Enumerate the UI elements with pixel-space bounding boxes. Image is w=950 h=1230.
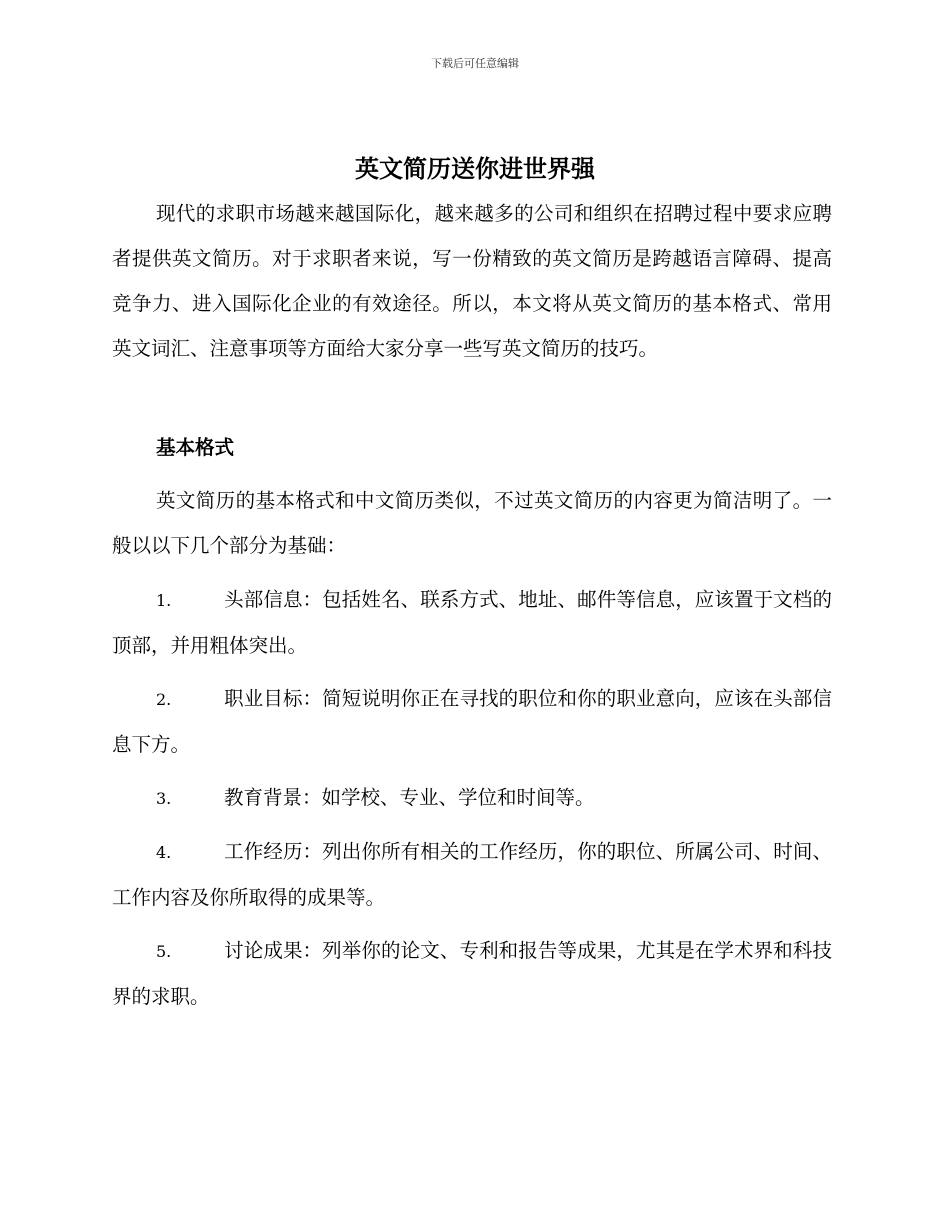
list-item-text: 讨论成果：列举你的论文、专利和报告等成果，尤其是在学术界和科技界的求职。 [112, 939, 832, 1008]
list-item-text: 教育背景：如学校、专业、学位和时间等。 [224, 786, 595, 809]
intro-paragraph: 现代的求职市场越来越国际化，越来越多的公司和组织在招聘过程中要求应聘者提供英文简历。对于求职者来说，写一份精致的英文简历是跨越语言障碍、提高竞争力、进入国际化企业的有效途径。所以，本文将从英文简历的基本格式、常用英文词汇、注意事项等方面给大家分享一些写英文简历的技巧。 [112, 202, 832, 360]
list-item-number: 2. [156, 690, 172, 709]
list-item-number: 3. [156, 789, 172, 808]
document-title: 英文简历送你进世界强 [355, 155, 595, 183]
list-item [112, 829, 832, 920]
section-heading: 基本格式 [156, 436, 235, 459]
list-item-number: 1. [156, 591, 172, 610]
list-item-text: 职业目标：简短说明你正在寻找的职位和你的职业意向，应该在头部信息下方。 [112, 687, 832, 756]
header-note: 下载后可任意编辑 [431, 57, 519, 70]
list-item-number: 5. [156, 942, 172, 961]
list-item [112, 928, 832, 1019]
list-item [112, 775, 832, 821]
list-item-text: 工作经历：列出你所有相关的工作经历，你的职位、所属公司、时间、工作内容及你所取得的成果等。 [112, 840, 832, 909]
list-item [112, 676, 832, 767]
list-item-number: 4. [156, 843, 172, 862]
list-item [112, 577, 832, 668]
list-item-text: 头部信息：包括姓名、联系方式、地址、邮件等信息，应该置于文档的顶部，并用粗体突出。 [112, 588, 832, 657]
section-intro-paragraph: 英文简历的基本格式和中文简历类似，不过英文简历的内容更为简洁明了。一般以以下几个部分为基础： [112, 489, 832, 557]
